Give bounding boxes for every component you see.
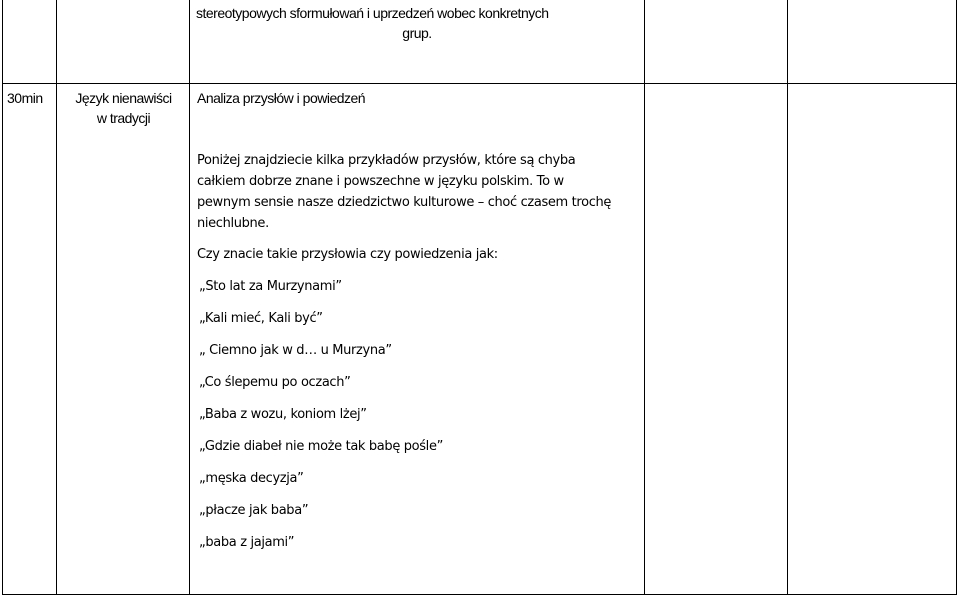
table-cell xyxy=(57,0,190,84)
proverb-item: „męska decyzja” xyxy=(199,471,304,486)
topic-line: w tradycji xyxy=(96,110,151,126)
table-cell xyxy=(190,84,645,595)
proverb-item: „Sto lat za Murzynami” xyxy=(199,279,342,294)
table-cell xyxy=(57,84,190,595)
table-cell xyxy=(788,0,957,84)
intro-line: całkiem dobrze znane i powszechne w języku polskim. To w xyxy=(197,174,564,189)
proverb-item: „Gdzie diabeł nie może tak babę pośle” xyxy=(199,439,443,454)
proverb-item: „płacze jak baba” xyxy=(199,503,309,518)
table-row xyxy=(3,84,957,595)
continuation-line: grup. xyxy=(402,25,432,41)
intro-paragraph xyxy=(197,150,644,234)
topic-line: Język nienawiści xyxy=(75,90,172,106)
table-cell xyxy=(788,84,957,595)
proverb-item: „Kali mieć, Kali być” xyxy=(199,311,323,326)
table-cell xyxy=(645,0,788,84)
proverb-item: „baba z jajami” xyxy=(199,535,295,550)
activity-body xyxy=(190,150,644,553)
continuation-text xyxy=(190,0,644,43)
intro-line: pewnym sensie nasze dziedzictwo kulturowe – choć czasem trochę xyxy=(197,195,612,210)
question-text: Czy znacie takie przysłowia czy powiedzenia jak: xyxy=(197,247,498,262)
table-cell xyxy=(645,84,788,595)
intro-line: niechlubne. xyxy=(197,216,269,231)
table-cell xyxy=(190,0,645,84)
proverb-item: „ Ciemno jak w d… u Murzyna” xyxy=(199,343,392,358)
duration: 30min xyxy=(7,90,43,106)
proverb-item: „Co ślepemu po oczach” xyxy=(199,375,351,390)
table-cell xyxy=(3,0,57,84)
continuation-line: stereotypowych sformułowań i uprzedzeń wobec konkretnych xyxy=(196,5,549,21)
table-row xyxy=(3,0,957,84)
intro-line: Poniżej znajdziecie kilka przykładów przysłów, które są chyba xyxy=(197,153,576,168)
topic xyxy=(57,84,189,128)
lesson-plan-table xyxy=(2,0,957,595)
table-cell xyxy=(3,84,57,595)
activity-title: Analiza przysłów i powiedzeń xyxy=(197,90,366,106)
proverb-item: „Baba z wozu, koniom lżej” xyxy=(199,407,367,422)
